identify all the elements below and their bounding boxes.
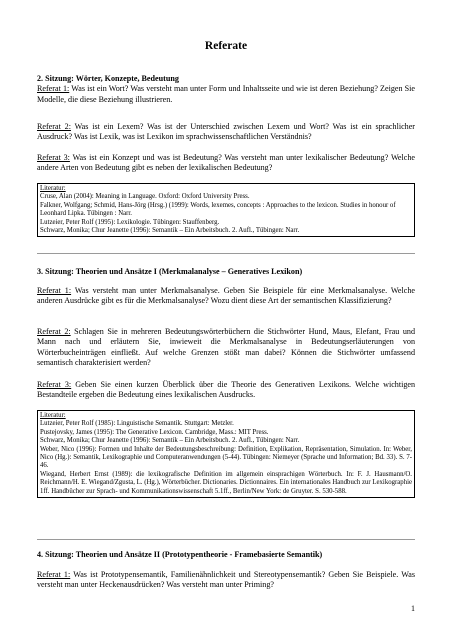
referat-paragraph: [37, 153, 415, 174]
section-heading: 2. Sitzung: Wörter, Konzepte, Bedeutung: [37, 74, 179, 83]
referat-text: Geben Sie einen kurzen Überblick über die Theorie des Generativen Lexikons. Welche wichtigen Bestandteile ergeben die Bedeutung eines lexikalischen Ausdrucks.: [37, 380, 416, 400]
referat-label: Referat 2:: [37, 122, 71, 131]
referat-label: Referat 1:: [37, 570, 71, 579]
section-2: [37, 74, 415, 105]
referat-text: Was versteht man unter Merkmalsanalyse. Geben Sie Beispiele für eine Merkmalsanalyse. Welche anderen Ausdrücke gibt es für die Merkmalsanalyse? Wozu dient diese Art der semantischen Klassifizierung?: [37, 286, 415, 306]
referat-label: Referat 1:: [37, 84, 70, 94]
literature-box: [37, 410, 415, 498]
section-heading: 4. Sitzung: Theorien und Ansätze II (Prototypentheorie - Framebasierte Semantik): [37, 550, 323, 559]
literature-entry: Schwarz, Monika; Chur Jeanette (1996): Semantik – Ein Arbeitsbuch. 2. Aufl., Tübingen: Narr.: [40, 227, 300, 235]
referat-label: Referat 3:: [37, 380, 72, 389]
section-3: [37, 267, 415, 277]
literature-label: Literatur:: [40, 185, 66, 192]
page-number: 1: [411, 604, 415, 613]
literature-entry: Cruse, Alan (2004): Meaning in Language. Oxford: Oxford University Press.: [40, 193, 250, 201]
section-heading: 3. Sitzung: Theorien und Ansätze I (Merkmalanalyse – Generatives Lexikon): [37, 267, 303, 276]
section-4: [37, 550, 415, 560]
referat-paragraph: [37, 327, 415, 368]
literature-box: [37, 183, 415, 237]
referat-label: Referat 1:: [37, 286, 72, 295]
referat-text: Was ist Prototypensemantik, Familienähnlichkeit und Stereotypensemantik? Geben Sie Beispiele. Was versteht man unter Heckenausdrücken? Was versteht man unter Priming?: [37, 570, 415, 590]
referat-paragraph: [37, 122, 415, 143]
referat-paragraph: [37, 570, 415, 591]
section-divider: [37, 253, 415, 254]
section-divider: [37, 539, 415, 540]
literature-entry: Wiegand, Herbert Ernst (1989): die lexikografische Definition im allgemein einsprachigen Wörterbuch. In: F. J. Hausmann/O. Reichmann/H. E. Wiegand/Zgusta, L. (Hg.), Wörterbücher. Dictionaries. Dictionnaires. Ein internationales Handbuch zur Lexikographie 1ff. Handbücher zur Sprach- und Kommunikationswissenschaft 5.1ff., Berlin/New York: de Gruyter. S. 530-588.: [40, 470, 412, 495]
referat-label: Referat 3:: [37, 153, 70, 162]
literature-entry: Weber, Nico (1996): Formen und Inhalte der Bedeutungsbeschreibung: Definition, Explikation, Repräsentation, Simulation. In: Weber, Nico (Hg.): Semantik, Lexikographie und Computeranwendungen (5-44). Tübingen: Niemeyer (Sprache und Information; Bd. 33). S. 7-46.: [40, 445, 412, 470]
referat-text: Was ist ein Konzept und was ist Bedeutung? Was versteht man unter lexikalischer Bedeutung? Welche andere Arten von Bedeutung gibt es neben der lexikalischen Bedeutung?: [37, 153, 416, 173]
literature-entry: Pustejovsky, James (1995): The Generative Lexicon. Cambridge, Mass.: MIT Press.: [40, 428, 269, 436]
referat-text: Was ist ein Wort? Was versteht man unter Form und Inhaltsseite und wie ist deren Beziehung? Zeigen Sie Modelle, die diese Beziehung illustrieren.: [37, 84, 415, 104]
referat-text: Was ist ein Lexem? Was ist der Unterschied zwischen Lexem und Wort? Was ist ein sprachlicher Ausdruck? Was ist Lexik, was ist Lexikon im sprachwissenschaftlichen Verständnis?: [37, 122, 415, 142]
referat-paragraph: [37, 84, 415, 105]
referat-label: Referat 2:: [37, 327, 71, 336]
literature-entry: Schwarz, Monika; Chur Jeanette (1996): Semantik – Ein Arbeitsbuch. 2. Aufl., Tübingen: Narr.: [40, 437, 300, 445]
referat-text: Schlagen Sie in mehreren Bedeutungswörterbüchern die Stichwörter Hund, Maus, Elefant, Frau und Mann nach und erläutern Sie, inwieweit die Merkmalsanalyse in Bedeutungserläuterungen von Wörterbucheinträgen einfließt. Auf welche Grenzen stößt man dabei? Können die Stichwörter umfassend semantisch charakterisiert werden?: [37, 327, 415, 367]
referat-paragraph: [37, 286, 415, 307]
literature-label: Literatur:: [40, 412, 66, 419]
literature-entry: Lutzeier, Peter Rolf (1985): Linguistische Semantik. Stuttgart: Metzler.: [40, 420, 234, 428]
page-title: Referate: [204, 40, 248, 52]
literature-entry: Falkner, Wolfgang; Schmid, Hans-Jörg (Hrsg.) (1999): Words, lexemes, concepts : Approaches to the lexicon. Studies in honour of Leonhard Lipka. Tübingen : Narr.: [40, 201, 396, 218]
literature-entry: Lutzeier, Peter Rolf (1995): Lexikologie. Tübingen: Stauffenberg.: [40, 218, 220, 226]
referat-paragraph: [37, 380, 415, 401]
